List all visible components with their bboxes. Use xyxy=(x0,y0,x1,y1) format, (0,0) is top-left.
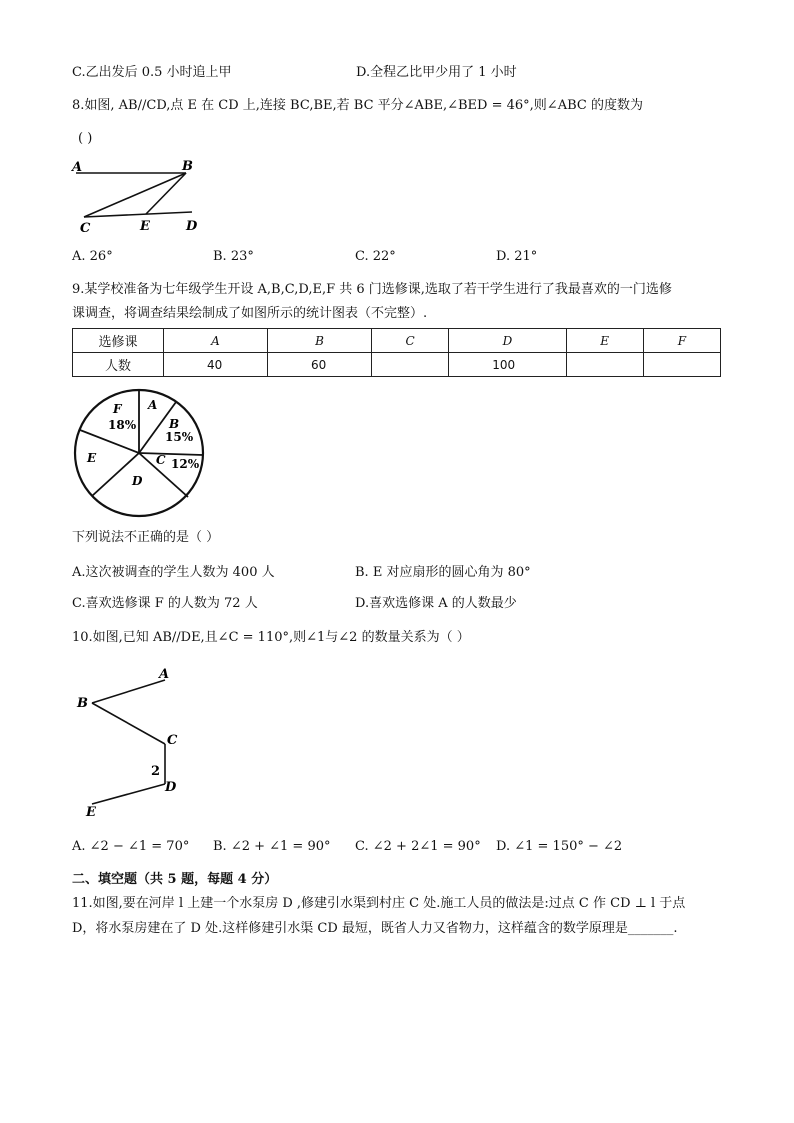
table-cell xyxy=(372,353,449,377)
table-cell: 60 xyxy=(268,353,372,377)
label-b: B xyxy=(77,696,88,711)
table-row xyxy=(73,353,721,377)
pie-label-c: C xyxy=(156,453,166,467)
q9-option-b: B. E 对应扇形的圆心角为 80° xyxy=(355,565,531,580)
q8-stem: 8.如图, AB//CD,点 E 在 CD 上,连接 BC,BE,若 BC 平分∠ABE,∠BED = 46°,则∠ABC 的度数为 xyxy=(72,98,643,113)
label-c: C xyxy=(167,733,178,748)
label-d: D xyxy=(165,780,177,795)
q11-line2: D，将水泵房建在了 D 处.这样修建引水渠 CD 最短，既省人力又省物力，这样蕴含的数学原理是_______. xyxy=(72,921,678,936)
q11-line1: 11.如图,要在河岸 l 上建一个水泵房 D ,修建引水渠到村庄 C 处.施工人员的做法是:过点 C 作 CD ⊥ l 于点 xyxy=(72,896,686,911)
pie-pct-c: 12% xyxy=(171,457,200,471)
segment-bc xyxy=(84,173,186,217)
q10-option-c: C. ∠2 + 2∠1 = 90° xyxy=(355,839,481,854)
q9-stem-line1: 9.某学校准备为七年级学生开设 A,B,C,D,E,F 共 6 门选修课,选取了若干学生进行了我最喜欢的一门选修 xyxy=(72,282,672,297)
pie-label-a: A xyxy=(148,398,158,412)
label-e: E xyxy=(86,805,96,820)
table-cell xyxy=(643,353,720,377)
q9-stem-line2: 课调查，将调查结果绘制成了如图所示的统计图表（不完整）. xyxy=(72,306,428,321)
q8-answer-paren: ( ) xyxy=(78,131,93,146)
section-2-title: 二、填空题（共 5 题，每题 4 分） xyxy=(72,872,278,887)
pie-pct-f: 18% xyxy=(108,418,137,432)
pie-label-e: E xyxy=(87,451,97,465)
pie-label-d: D xyxy=(132,474,143,488)
q9-pie-chart xyxy=(72,384,212,520)
q10-figure xyxy=(72,664,192,820)
label-c: C xyxy=(80,221,91,236)
q9-option-c: C.喜欢选修课 F 的人数为 72 人 xyxy=(72,596,258,611)
table-cell: 40 xyxy=(164,353,268,377)
q7-option-c: C.乙出发后 0.5 小时追上甲 xyxy=(72,65,232,80)
label-a: A xyxy=(159,667,170,682)
table-header-cell: D xyxy=(449,329,566,353)
q8-option-a: A. 26° xyxy=(72,249,113,264)
table-cell: 100 xyxy=(449,353,566,377)
label-angle-2: 2 xyxy=(151,764,161,779)
q9-option-a: A.这次被调查的学生人数为 400 人 xyxy=(72,565,275,580)
line-cd xyxy=(84,212,192,217)
segment-bc xyxy=(92,703,165,744)
segment-be xyxy=(146,173,186,214)
q9-option-d: D.喜欢选修课 A 的人数最少 xyxy=(355,596,517,611)
segment-ba xyxy=(92,680,165,703)
q8-option-d: D. 21° xyxy=(496,249,538,264)
pie-label-b: B xyxy=(169,417,180,431)
table-header-cell: C xyxy=(372,329,449,353)
table-header-cell: F xyxy=(643,329,720,353)
q10-stem: 10.如图,已知 AB//DE,且∠C = 110°,则∠1与∠2 的数量关系为（ ） xyxy=(72,630,470,645)
label-d: D xyxy=(186,219,198,234)
label-e: E xyxy=(140,219,150,234)
table-header-cell: 选修课 xyxy=(73,329,164,353)
q10-option-d: D. ∠1 = 150° − ∠2 xyxy=(496,839,623,854)
q8-option-c: C. 22° xyxy=(355,249,396,264)
q8-option-b: B. 23° xyxy=(213,249,254,264)
table-cell xyxy=(566,353,643,377)
table-cell: 人数 xyxy=(73,353,164,377)
q9-course-table xyxy=(72,328,721,377)
table-row xyxy=(73,329,721,353)
table-header-cell: B xyxy=(268,329,372,353)
table-header-cell: E xyxy=(566,329,643,353)
segment-de xyxy=(92,784,165,804)
q9-question: 下列说法不正确的是（ ） xyxy=(72,530,220,545)
label-a: A xyxy=(72,160,83,175)
table-header-cell: A xyxy=(164,329,268,353)
pie-divider xyxy=(80,430,139,453)
label-b: B xyxy=(182,159,193,174)
pie-divider xyxy=(139,453,203,455)
q10-option-a: A. ∠2 − ∠1 = 70° xyxy=(72,839,190,854)
q10-option-b: B. ∠2 + ∠1 = 90° xyxy=(213,839,331,854)
pie-label-f: F xyxy=(113,402,122,416)
pie-pct-b: 15% xyxy=(165,430,194,444)
q7-option-d: D.全程乙比甲少用了 1 小时 xyxy=(356,65,517,80)
q8-figure xyxy=(66,154,206,236)
